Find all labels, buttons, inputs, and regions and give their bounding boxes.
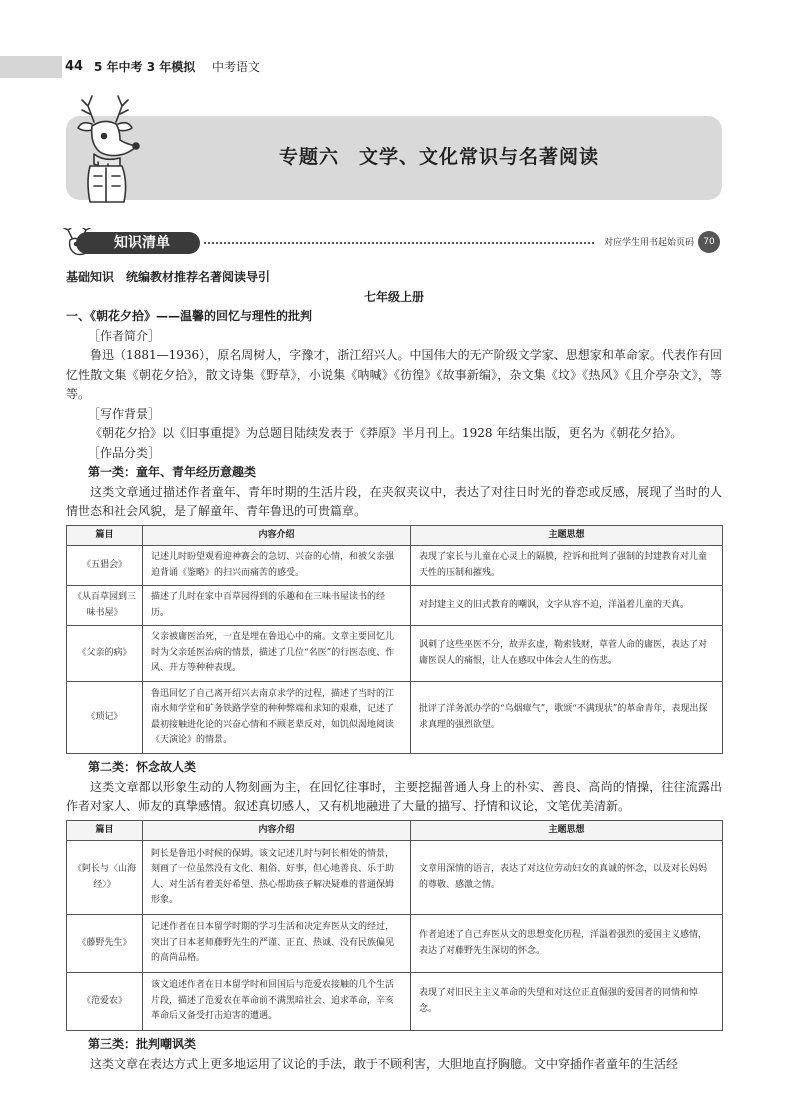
book-series: 5 年中考 3 年模拟 [94,60,196,74]
category-3-title: 第三类：批判嘲讽类 [88,1037,197,1051]
page-number: 44 [64,59,84,74]
work-content: 鲁迅回忆了自己离开绍兴去南京求学的过程，描述了当时的江南水师学堂和矿务铁路学堂的种种弊端和求知的艰难，记述了最初接触进化论的兴奋心情和不顾老辈反对，如饥似渴地阅读《天演论》的情景。 [143,682,411,754]
table-row [67,841,723,915]
running-header [0,56,794,78]
header-theme: 主题思想 [411,820,723,841]
work-theme: 批评了洋务派办学的“乌烟瘴气”，歌颂“不满现状”的革命青年，表现出探求真理的强烈欲望。 [411,682,723,754]
header-title: 篇目 [67,525,143,546]
table-header-row [67,820,723,841]
chapter-title: 专题六 文学、文化常识与名著阅读 [278,146,599,168]
work-content: 描述了儿时在家中百草园得到的乐趣和在三味书屋读书的经历。 [143,586,411,626]
work-theme: 对封建主义的旧式教育的嘲讽，文字从容不迫，洋溢着儿童的天真。 [411,586,723,626]
work-theme: 文章用深情的语言，表达了对这位劳动妇女的真诚的怀念，以及对长妈妈的尊敬、感激之情。 [411,841,723,915]
knowledge-list-tag [76,232,200,254]
table-row [67,586,723,626]
main-content [66,268,722,1074]
category-1-intro: 这类文章通过描述作者童年、青年时期的生活片段，在夹叙夹议中，表达了对往日时光的眷恋或反感，展现了当时的人情世态和社会风貌，是了解童年、青年鲁迅的可贵篇章。 [66,484,722,518]
page-ref-note: 对应学生用书起始页码 [604,238,695,248]
table-row [67,973,723,1031]
deer-mascot-icon [64,92,154,208]
work-theme: 讽刺了这些巫医不分，故弄玄虚，勒索钱财，草菅人命的庸医，表达了对庸医误人的痛恨，让人在感叹中体会人生的伤悲。 [411,626,723,682]
table-row [67,546,723,586]
category-2-title: 第二类：怀念故人类 [88,760,197,774]
book-subject: 中考语文 [212,60,261,74]
work-name: 《父亲的病》 [67,626,143,682]
background-text: 《朝花夕拾》以《旧事重提》为总题目陆续发表于《莽原》半月刊上。1928 年结集出版，更名为《朝花夕拾》。 [90,426,683,440]
header-content: 内容介绍 [143,525,411,546]
title-banner [66,116,722,200]
work-title: 一、《朝花夕拾》——温馨的回忆与理性的批判 [66,309,313,323]
work-content: 父亲被庸医治死，一直是埋在鲁迅心中的痛。文章主要回忆儿时为父亲延医治病的情景，描述了几位“名医”的行医态度、作风、开方等种种表现。 [143,626,411,682]
table-header-row [67,525,723,546]
category-3-intro: 这类文章在表达方式上更多地运用了议论的手法，敢于不顾利害，大胆地直抒胸臆。文中穿插作者童年的生活经 [90,1056,679,1071]
header-content: 内容介绍 [143,820,411,841]
dotted-divider [204,242,594,244]
table-row [67,682,723,754]
table-row [67,915,723,973]
section-title: 基础知识 统编教材推荐名著阅读导引 [66,270,271,284]
work-name: 《从百草园到三味书屋》 [67,586,143,626]
page-ref-badge: 70 [698,231,720,253]
work-name: 《藤野先生》 [67,915,143,973]
work-theme: 表现了家长与儿童在心灵上的隔膜，控诉和批判了强制的封建教育对儿童天性的压制和摧残。 [411,546,723,586]
category-2-intro: 这类文章都以形象生动的人物刻画为主，在回忆往事时，主要挖掘普通人身上的朴实、善良、高尚的情操，往往流露出作者对家人、师友的真挚感情。叙述真切感人，又有机地融进了大量的描写、抒情和议论，文笔优美清新。 [66,779,722,813]
author-label: ［作者简介］ [88,328,161,343]
header-grey-block [0,56,62,78]
author-text: 鲁迅（1881—1936），原名周树人，字豫才，浙江绍兴人。中国伟大的无产阶级文学家、思想家和革命家。代表作有回忆性散文集《朝花夕拾》，散文诗集《野草》，小说集《呐喊》《彷徨》《故事新编》，杂文集《坟》《热风》《且介亭杂文》，等等。 [66,348,722,401]
work-content: 该文追述作者在日本留学时和回国后与范爱农接触的几个生活片段，描述了范爱农在革命前不满黑暗社会、追求革命，辛亥革命后又备受打击迫害的遭遇。 [143,973,411,1031]
work-name: 《琐记》 [67,682,143,754]
work-theme: 作者追述了自己弃医从文的思想变化历程，洋溢着强烈的爱国主义感情，表达了对藤野先生深切的怀念。 [411,915,723,973]
knowledge-list-label: 知识清单 [114,235,170,251]
header-title: 篇目 [67,820,143,841]
category-label: ［作品分类］ [88,445,161,460]
works-table-1 [66,525,723,755]
knowledge-list-row [62,228,726,258]
header-theme: 主题思想 [411,525,723,546]
background-label: ［写作背景］ [88,406,161,421]
work-name: 《范爱农》 [67,973,143,1031]
work-theme: 表现了对旧民主主义革命的失望和对这位正直倔强的爱国者的同情和悼念。 [411,973,723,1031]
table-row [67,626,723,682]
work-content: 记述作者在日本留学时期的学习生活和决定弃医从文的经过，突出了日本老师藤野先生的严谨、正直、热诚、没有民族偏见的高尚品格。 [143,915,411,973]
category-1-title: 第一类：童年、青年经历意趣类 [88,465,257,479]
grade-heading: 七年级上册 [363,289,424,304]
work-name: 《阿长与〈山海经〉》 [67,841,143,915]
work-name: 《五猖会》 [67,546,143,586]
work-content: 记述儿时盼望观看迎神赛会的急切、兴奋的心情，和被父亲强迫背诵《鉴略》的扫兴而痛苦的感受。 [143,546,411,586]
work-content: 阿长是鲁迅小时候的保姆。该文记述儿时与阿长相处的情景，刻画了一位虽然没有文化、粗俗、好事，但心地善良、乐于助人、对生活有着美好希望、热心帮助孩子解决疑难的普通保姆形象。 [143,841,411,915]
works-table-2 [66,820,723,1032]
